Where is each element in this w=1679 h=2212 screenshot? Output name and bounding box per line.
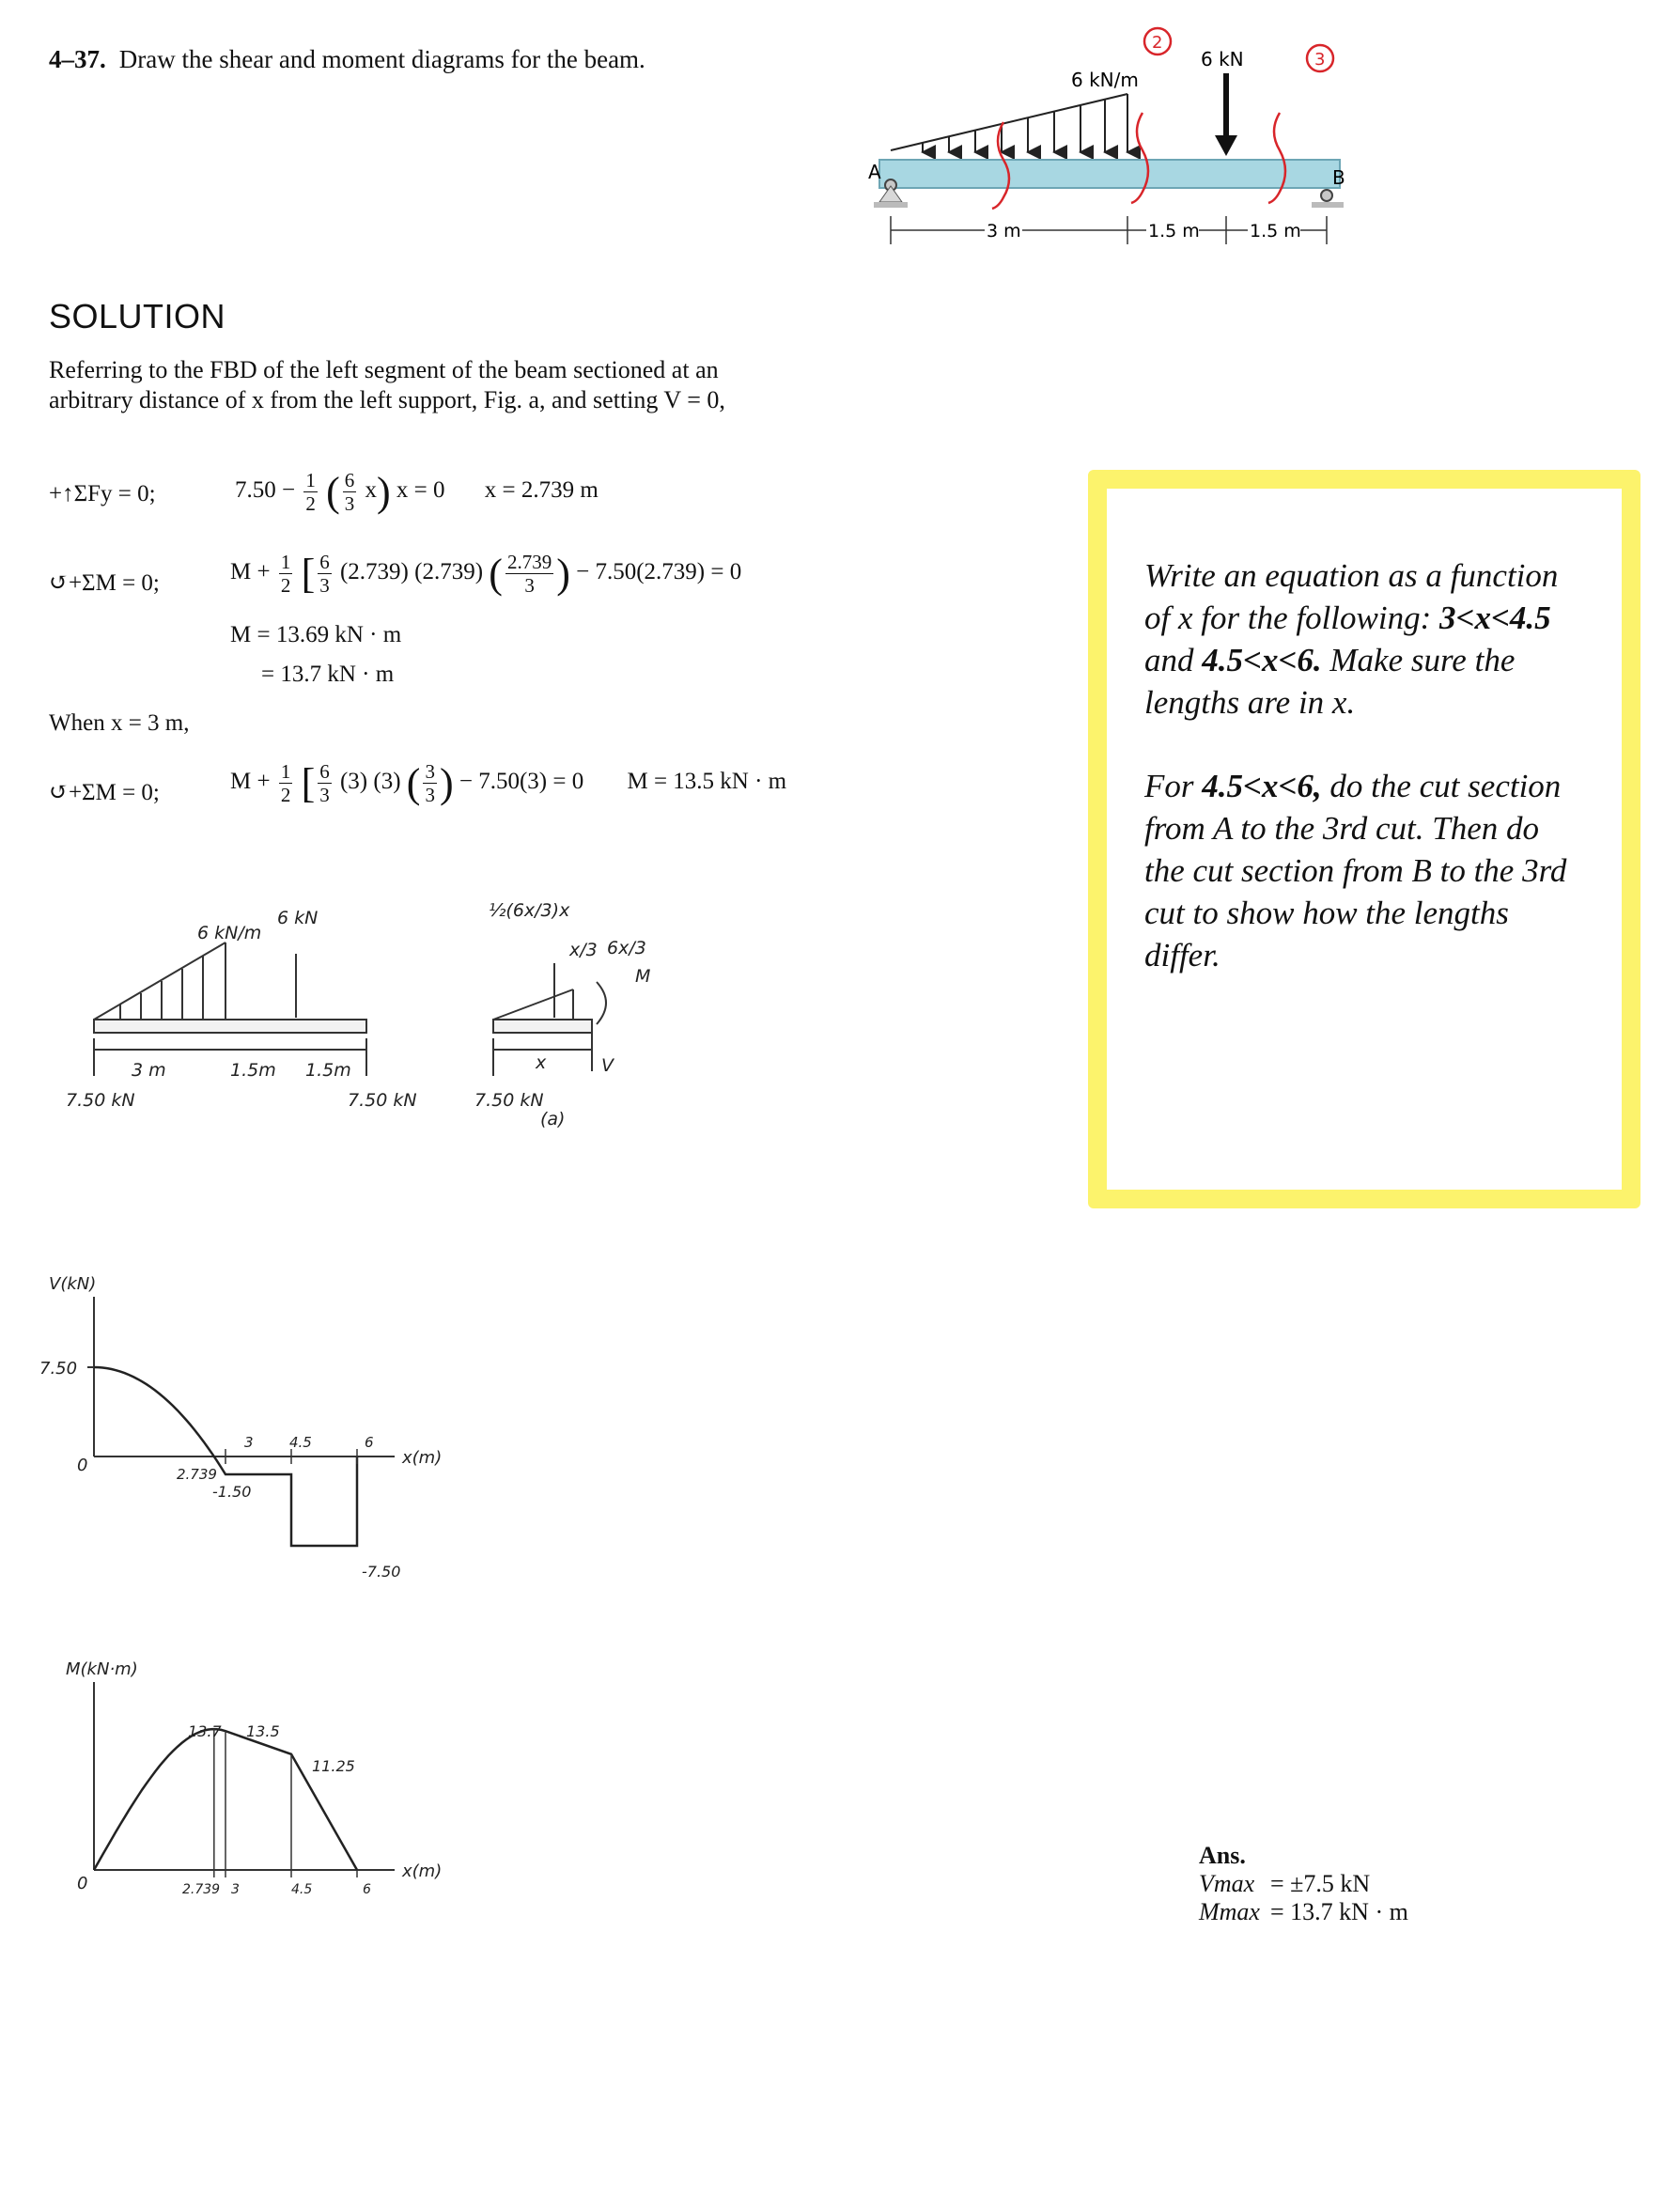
eq3-expression: M + $\frac{1}{2}$ [ $\frac{6}{3}$ (3) (3) ( $\frac{3}{3}$ ) − 7.50(3) = 0 M = 13.5 kN · m <box>230 760 787 806</box>
ans-vmax: Vmax = ±7.5 kN <box>1199 1870 1371 1897</box>
fbd-sec-w: 6x/3 <box>607 938 646 958</box>
support-b-label: B <box>1332 166 1345 189</box>
problem-statement: Draw the shear and moment diagrams for the beam. <box>118 45 645 73</box>
shear-level-2: -7.50 <box>362 1563 401 1581</box>
eq2-result-1: M = 13.69 kN · m <box>230 622 402 647</box>
shear-root-label: 2.739 <box>177 1466 217 1483</box>
callout-paragraph-1: Write an equation as a function of x for the following: 3<x<4.5 and 4.5<x<6. Make sure the lengths are in x. <box>1144 557 1559 721</box>
moment-x-tick-3: 3 <box>231 1882 240 1897</box>
fbd-sec-x: x <box>536 1052 547 1073</box>
load-arrows <box>923 100 1105 152</box>
fbd-reaction-left-label: 7.50 kN <box>66 1090 135 1111</box>
shear-x-tick-3: 3 <box>244 1434 254 1451</box>
fbd-fig-label: (a) <box>540 1109 566 1129</box>
moment-xlabel: x(m) <box>402 1862 443 1881</box>
when-x-3: When x = 3 m, <box>49 710 190 736</box>
shear-xlabel: x(m) <box>402 1448 443 1468</box>
dim-1-5m-b: 1.5 m <box>1250 221 1301 241</box>
solution-heading: SOLUTION <box>49 297 226 335</box>
fbd-sec-top: ½(6x/3)x <box>489 900 570 921</box>
eq2-result-2: = 13.7 kN · m <box>261 662 395 687</box>
load-line <box>891 94 1127 150</box>
eq2-label: ↺+ΣM = 0; <box>49 570 160 596</box>
dist-load-label: 6 kN/m <box>1071 69 1139 91</box>
moment-val-3: 13.5 <box>246 1722 280 1740</box>
callout-paragraph-2: For 4.5<x<6, do the cut section from A to the 3rd cut. Then do the cut section from B to the 3rd cut to show how the lengths differ. <box>1144 768 1567 974</box>
roller-support-b <box>1321 190 1332 201</box>
problem-title <box>49 45 645 74</box>
fbd-span-1: 3 m <box>132 1060 166 1081</box>
fbd-beam <box>94 1020 366 1033</box>
eq1-label: +↑ΣFy = 0; <box>49 481 156 506</box>
shear-level-1: -1.50 <box>212 1483 252 1501</box>
answers <box>1199 1842 1408 1926</box>
fbd-section <box>493 1020 592 1033</box>
beam-figure <box>846 19 1372 263</box>
moment-diagram <box>38 1654 526 1926</box>
fbd-span-2: 1.5m <box>230 1060 276 1081</box>
shear-y-tick: 7.50 <box>39 1359 78 1379</box>
eq1-expression: 7.50 − $\frac{1}{2}$ ( $\frac{6}{3}$ x) x = 0 x = 2.739 m <box>235 469 599 515</box>
moment-val-45: 11.25 <box>312 1757 355 1775</box>
beam <box>879 160 1340 188</box>
moment-x-tick-2739: 2.739 <box>182 1882 221 1897</box>
ans-mmax: Mmax = 13.7 kN · m <box>1199 1898 1408 1925</box>
fbd-sketch <box>47 888 651 1170</box>
eq3-label: ↺+ΣM = 0; <box>49 780 160 805</box>
cut-mark-2: 2 <box>1152 33 1163 53</box>
eq2-expression: M + $\frac{1}{2}$ [ $\frac{6}{3}$ (2.739) (2.739) ( $\frac{2.739}{3}$ ) − 7.50(2.739) = 0 <box>230 551 742 597</box>
ans-label: Ans. <box>1199 1842 1246 1869</box>
shear-diagram <box>38 1269 526 1607</box>
instruction-callout <box>1088 470 1640 1208</box>
fbd-sec-load: x/3 <box>569 940 598 960</box>
shear-origin: 0 <box>77 1456 88 1475</box>
shear-x-tick-6: 6 <box>365 1434 374 1451</box>
shear-x-tick-4-5: 4.5 <box>289 1434 312 1451</box>
dim-1-5m-a: 1.5 m <box>1148 221 1200 241</box>
fbd-span-3: 1.5m <box>305 1060 351 1081</box>
fbd-dist-label: 6 kN/m <box>197 923 262 943</box>
fbd-load-line <box>94 942 225 1020</box>
fbd-sec-v: V <box>601 1055 614 1076</box>
moment-origin: 0 <box>77 1874 88 1893</box>
moment-peak-label: 13.7 <box>188 1722 222 1740</box>
problem-number: 4–37. <box>49 45 106 73</box>
solution-intro: Referring to the FBD of the left segment of the beam sectioned at an arbitrary distance of x from the left support, Fig. a, and setting V = 0, <box>49 356 725 413</box>
fbd-sec-m: M <box>635 966 651 987</box>
fbd-reaction-right-label: 7.50 kN <box>348 1090 417 1111</box>
cut-mark-3: 3 <box>1314 50 1326 70</box>
point-load-label: 6 kN <box>1201 48 1244 70</box>
shear-ylabel: V(kN) <box>49 1274 97 1294</box>
fbd-sec-reaction: 7.50 kN <box>474 1090 544 1111</box>
moment-ylabel: M(kN·m) <box>66 1659 138 1679</box>
support-a-label: A <box>868 161 881 183</box>
moment-x-tick-6: 6 <box>363 1882 371 1897</box>
moment-x-tick-4-5: 4.5 <box>291 1882 313 1897</box>
dim-3m: 3 m <box>987 221 1021 241</box>
fbd-point-label: 6 kN <box>277 908 319 928</box>
